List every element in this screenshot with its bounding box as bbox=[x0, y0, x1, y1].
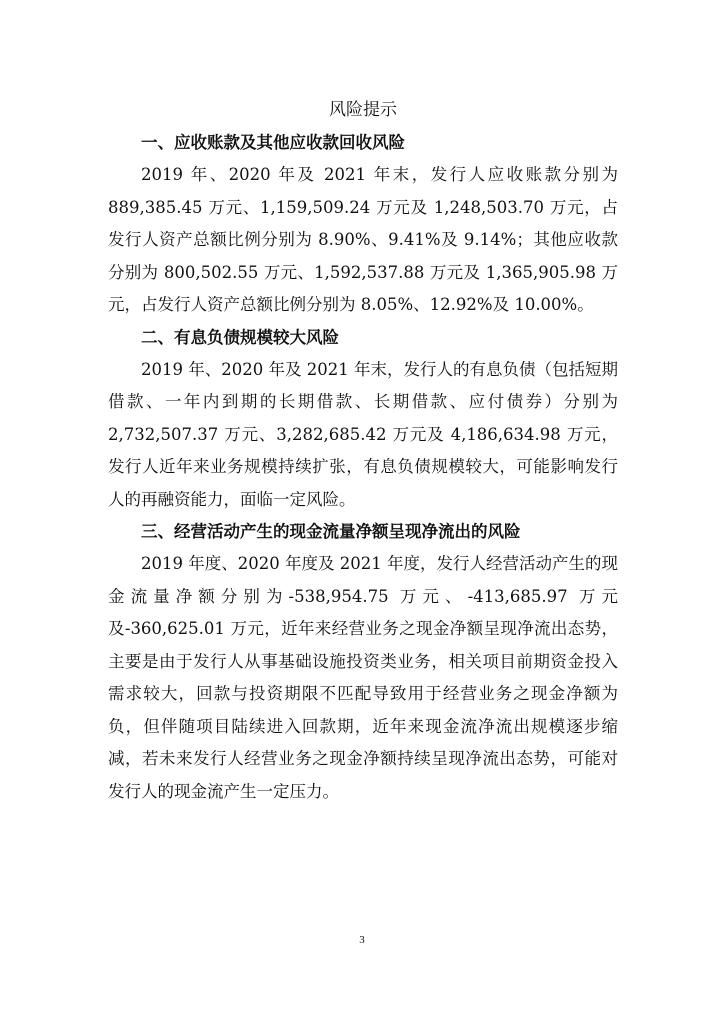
document-page bbox=[108, 95, 618, 808]
section-body-debt-risk: 2019 年、2020 年及 2021 年末，发行人的有息负债（包括短期借款、一年内到期的长期借款、长期借款、应付债券）分别为 2,732,507.37 万元、3,282,685.42 万元及 4,186,634.98 万元，发行人近年来业务规模持续扩张，有息负债规模较大，可能影响发行人的再融资能力，面临一定风险。 bbox=[108, 359, 618, 509]
section-body-receivables-risk: 2019 年、2020 年及 2021 年末，发行人应收账款分别为 889,385.45 万元、1,159,509.24 万元及 1,248,503.70 万元，占发行人资产总额比例分别为 8.90%、9.41%及 9.14%；其他应收款分别为 800,502.55 万元、1,592,537.88 万元及 1,365,905.98 万元，占发行人资产总额比例分别为 8.05%、12.92%及 10.00%。 bbox=[108, 165, 618, 314]
section-heading-cashflow-risk: 三、经营活动产生的现金流量净额呈现净流出的风险 bbox=[141, 522, 521, 541]
section-heading-receivables-risk: 一、应收账款及其他应收款回收风险 bbox=[141, 133, 405, 152]
page-title: 风险提示 bbox=[329, 100, 397, 120]
section-body-cashflow-risk: 2019 年度、2020 年度及 2021 年度，发行人经营活动产生的现金流量净额分别为-538,954.75 万元、-413,685.97 万元及-360,625.01 万元，近年来经营业务之现金净额呈现净流出态势，主要是由于发行人从事基础设施投资类业务，相关项目前期资金投入需求较大，回款与投资期限不匹配导致用于经营业务之现金净额为负，但伴随项目陆续进入回款期，近年来现金流净流出规模逐步缩减，若未来发行人经营业务之现金净额持续呈现净流出态势，可能对发行人的现金流产生一定压力。 bbox=[108, 554, 618, 801]
section-heading-debt-risk: 二、有息负债规模较大风险 bbox=[141, 327, 339, 347]
page-number: 3 bbox=[359, 934, 365, 946]
